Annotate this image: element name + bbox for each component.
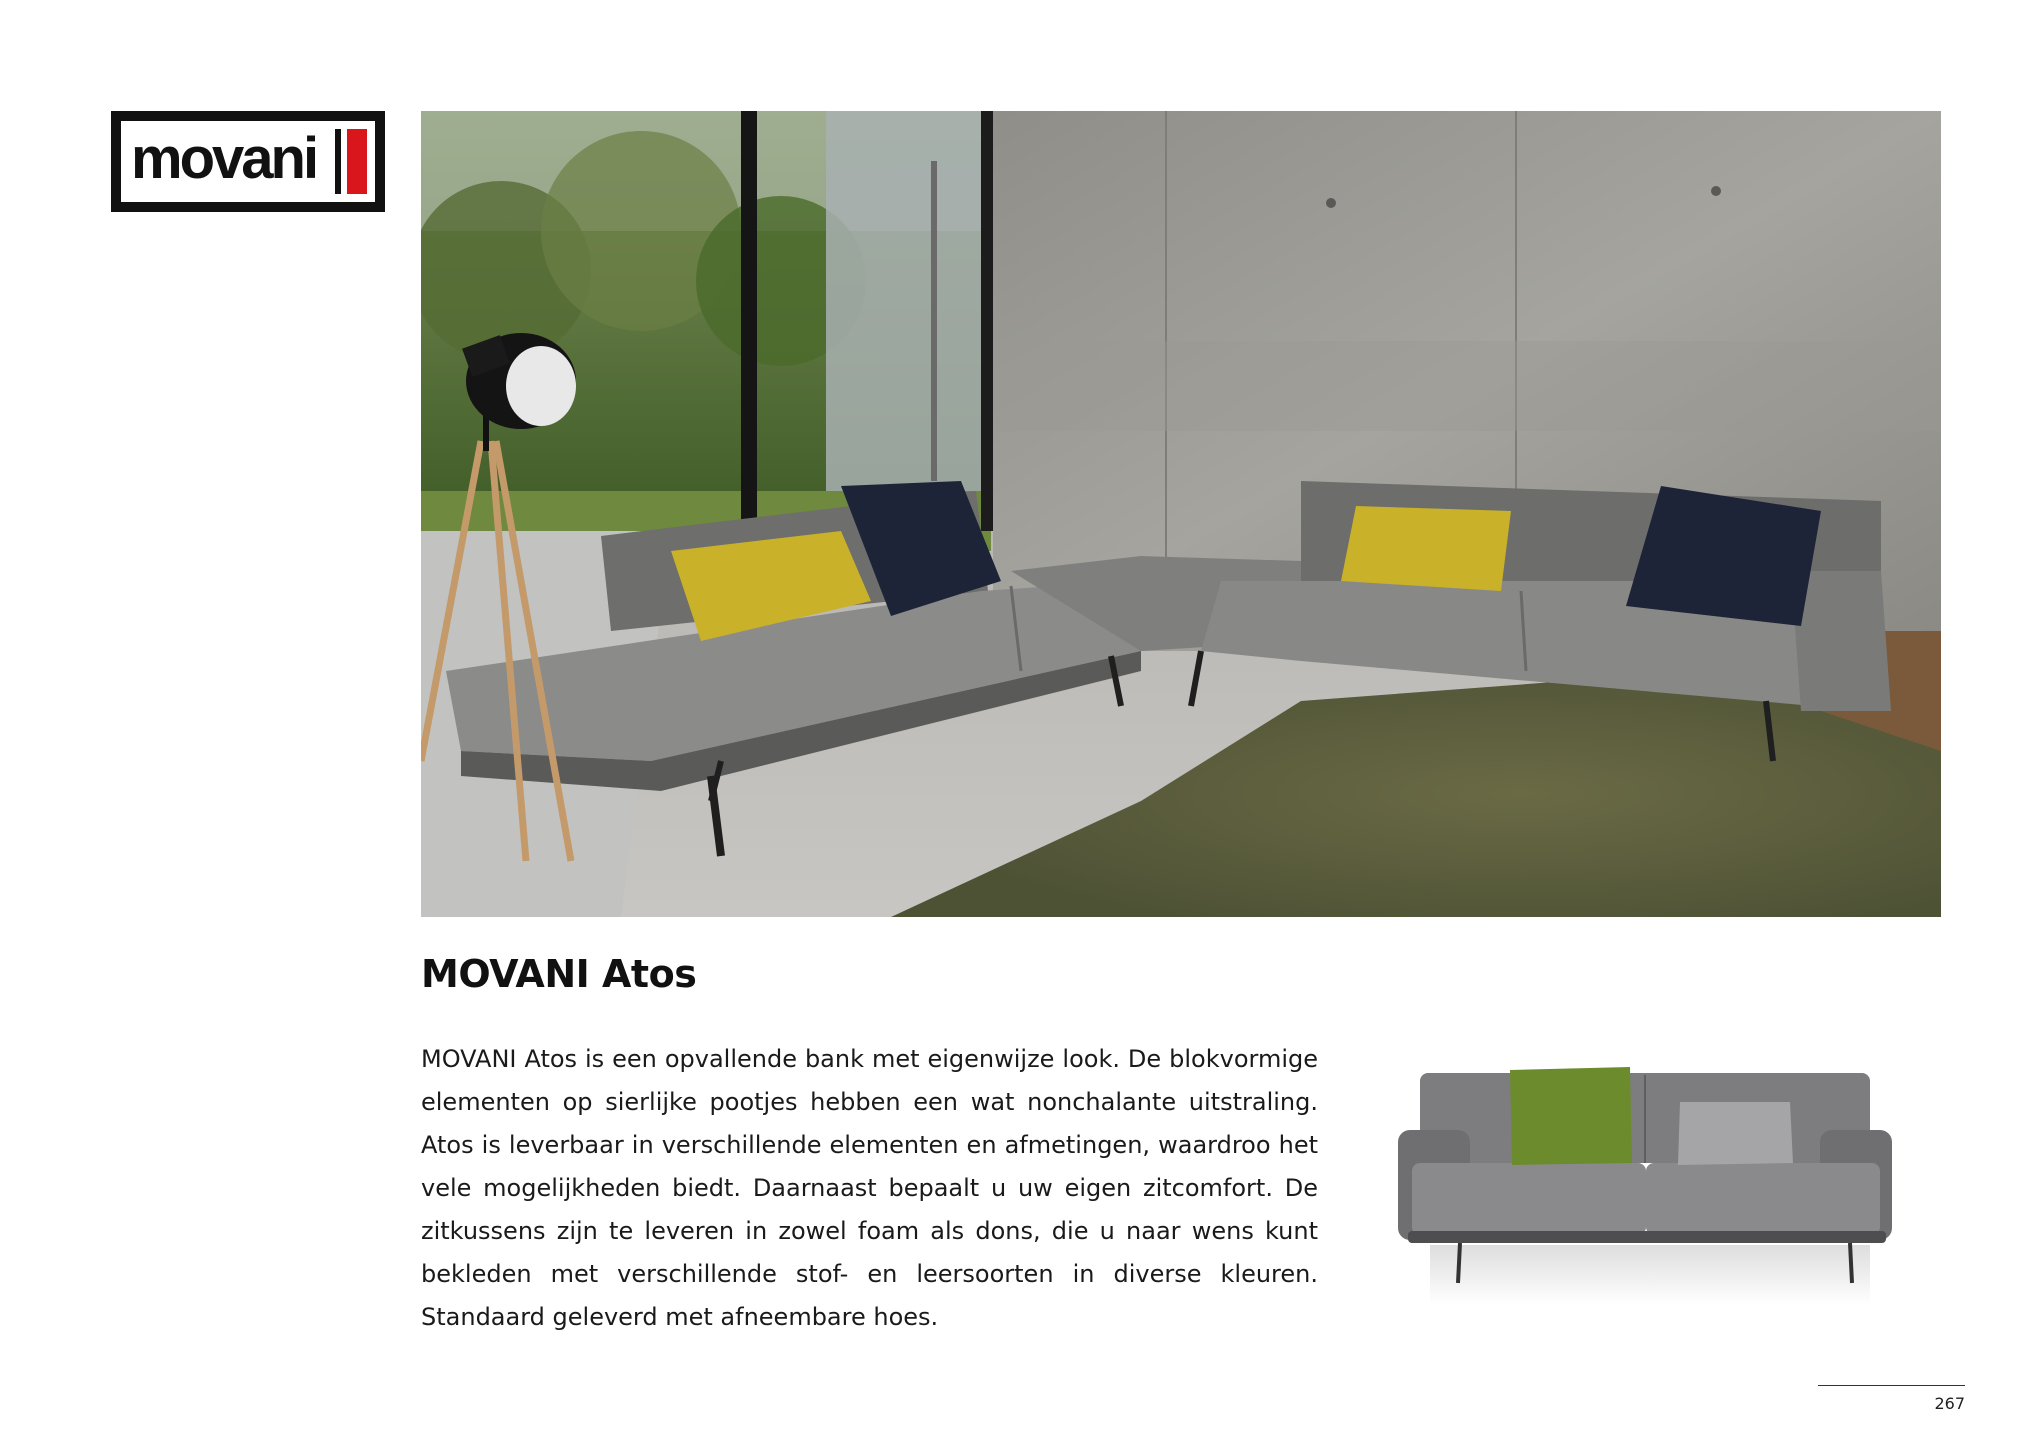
logo-separator [335, 129, 341, 194]
brand-logo [111, 111, 385, 212]
hero-photo [421, 111, 1941, 917]
product-description: MOVANI Atos is een opvallende bank met eigenwijze look. De blokvormige elementen op sierlijke pootjes hebben een wat nonchalante uitstraling. Atos is leverbaar in verschillende elementen en afmetingen, waardroo het vele mogelijkheden biedt. Daarnaast bepaalt u uw eigen zitcomfort. De zitkussens zijn te leveren in zowel foam als dons, die u naar wens kunt bekleden met verschillende stof- en leersoorten in diverse kleuren. Standaard geleverd met afneembare hoes. [421, 1045, 1318, 1331]
product-title: MOVANI Atos [421, 952, 697, 996]
product-thumbnail [1380, 1045, 1912, 1315]
logo-text: movani [131, 125, 317, 191]
page-number-divider [1818, 1385, 1965, 1386]
logo-accent-bar [347, 129, 367, 194]
page-number: 267 [1934, 1394, 1965, 1413]
